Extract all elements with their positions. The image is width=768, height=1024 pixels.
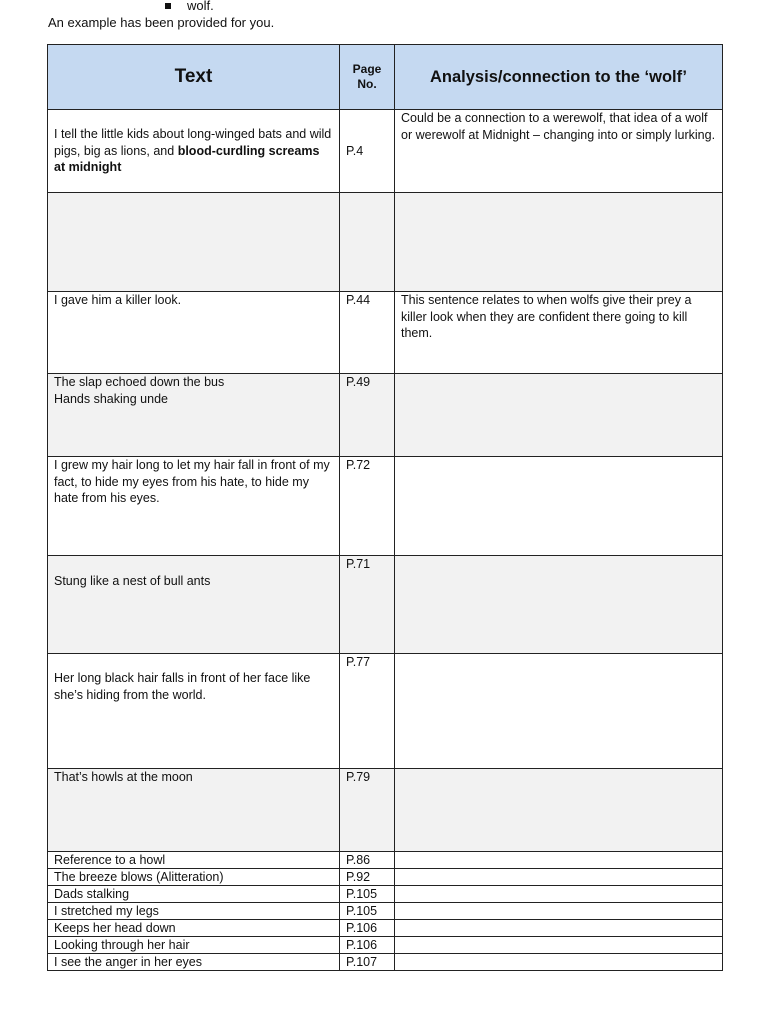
row-analysis[interactable]	[395, 886, 723, 903]
row-page[interactable]	[340, 193, 395, 292]
table-row	[48, 954, 723, 971]
table-row	[48, 193, 723, 292]
row-page[interactable]: P.49	[340, 374, 395, 457]
row-text[interactable]: That’s howls at the moon	[48, 769, 340, 852]
row-text[interactable]	[48, 374, 340, 457]
row-analysis[interactable]	[395, 769, 723, 852]
row-text[interactable]: I stretched my legs	[48, 903, 340, 920]
row-text[interactable]: Dads stalking	[48, 886, 340, 903]
table-row	[48, 457, 723, 556]
row-analysis[interactable]	[395, 556, 723, 654]
column-header-analysis: Analysis/connection to the ‘wolf’	[395, 45, 723, 110]
row-page[interactable]: P.107	[340, 954, 395, 971]
row-text[interactable]: I see the anger in her eyes	[48, 954, 340, 971]
row-analysis[interactable]	[395, 457, 723, 556]
table-row	[48, 852, 723, 869]
row-text[interactable]	[48, 193, 340, 292]
row-text-line1: The slap echoed down the bus	[54, 375, 225, 389]
row-page[interactable]: P.92	[340, 869, 395, 886]
table-row	[48, 769, 723, 852]
row-analysis[interactable]	[395, 193, 723, 292]
row-text[interactable]: Her long black hair falls in front of her face like she’s hiding from the world.	[48, 654, 340, 769]
table-row	[48, 374, 723, 457]
analysis-table	[47, 44, 723, 971]
row-page[interactable]: P.77	[340, 654, 395, 769]
row-text[interactable]	[48, 110, 340, 193]
row-analysis[interactable]: This sentence relates to when wolfs give their prey a killer look when they are confident there going to kill them.	[395, 292, 723, 374]
row-page[interactable]: P.105	[340, 903, 395, 920]
row-page[interactable]: P.106	[340, 937, 395, 954]
row-page[interactable]: P.105	[340, 886, 395, 903]
row-page[interactable]: P.79	[340, 769, 395, 852]
row-text-plain: I tell the little kids about long-winged bats and wild pigs, big as lions, and	[54, 127, 332, 158]
row-page[interactable]: P.71	[340, 556, 395, 654]
intro-text: An example has been provided for you.	[48, 15, 275, 30]
row-analysis[interactable]	[395, 852, 723, 869]
column-header-page-line1: Page	[352, 62, 382, 76]
table-row	[48, 937, 723, 954]
row-analysis[interactable]	[395, 869, 723, 886]
table-row	[48, 869, 723, 886]
square-bullet-icon	[165, 3, 171, 9]
column-header-page	[340, 45, 395, 110]
column-header-page-line2: No.	[357, 77, 377, 91]
row-page[interactable]: P.86	[340, 852, 395, 869]
row-text[interactable]: The breeze blows (Alitteration)	[48, 869, 340, 886]
table-row	[48, 292, 723, 374]
table-row	[48, 903, 723, 920]
row-text-bold: blood-curdling screams at midnight	[54, 143, 320, 174]
row-analysis[interactable]: Could be a connection to a werewolf, that idea of a wolf or werewolf at Midnight – changing into or simply lurking.	[395, 110, 723, 193]
table-row	[48, 556, 723, 654]
column-header-text: Text	[48, 45, 340, 110]
row-text[interactable]: I grew my hair long to let my hair fall in front of my fact, to hide my eyes from his hate, to hide my hate from his eyes.	[48, 457, 340, 556]
row-text[interactable]: Looking through her hair	[48, 937, 340, 954]
row-analysis[interactable]	[395, 954, 723, 971]
table-header-row	[48, 45, 723, 110]
row-analysis[interactable]	[395, 903, 723, 920]
row-analysis[interactable]	[395, 920, 723, 937]
table-row	[48, 110, 723, 193]
bullet-item	[165, 0, 214, 13]
row-text-line2: Hands shaking unde	[54, 391, 168, 406]
row-analysis[interactable]	[395, 374, 723, 457]
table-row	[48, 654, 723, 769]
row-analysis[interactable]	[395, 937, 723, 954]
row-analysis[interactable]	[395, 654, 723, 769]
row-page[interactable]: P.44	[340, 292, 395, 374]
row-text[interactable]: I gave him a killer look.	[48, 292, 340, 374]
table-row	[48, 920, 723, 937]
row-page[interactable]: P.4	[340, 110, 395, 193]
row-text[interactable]: Reference to a howl	[48, 852, 340, 869]
bullet-text: wolf.	[187, 0, 214, 13]
row-page[interactable]: P.106	[340, 920, 395, 937]
table-row	[48, 886, 723, 903]
row-text[interactable]: Stung like a nest of bull ants	[48, 556, 340, 654]
row-text[interactable]: Keeps her head down	[48, 920, 340, 937]
row-page[interactable]: P.72	[340, 457, 395, 556]
